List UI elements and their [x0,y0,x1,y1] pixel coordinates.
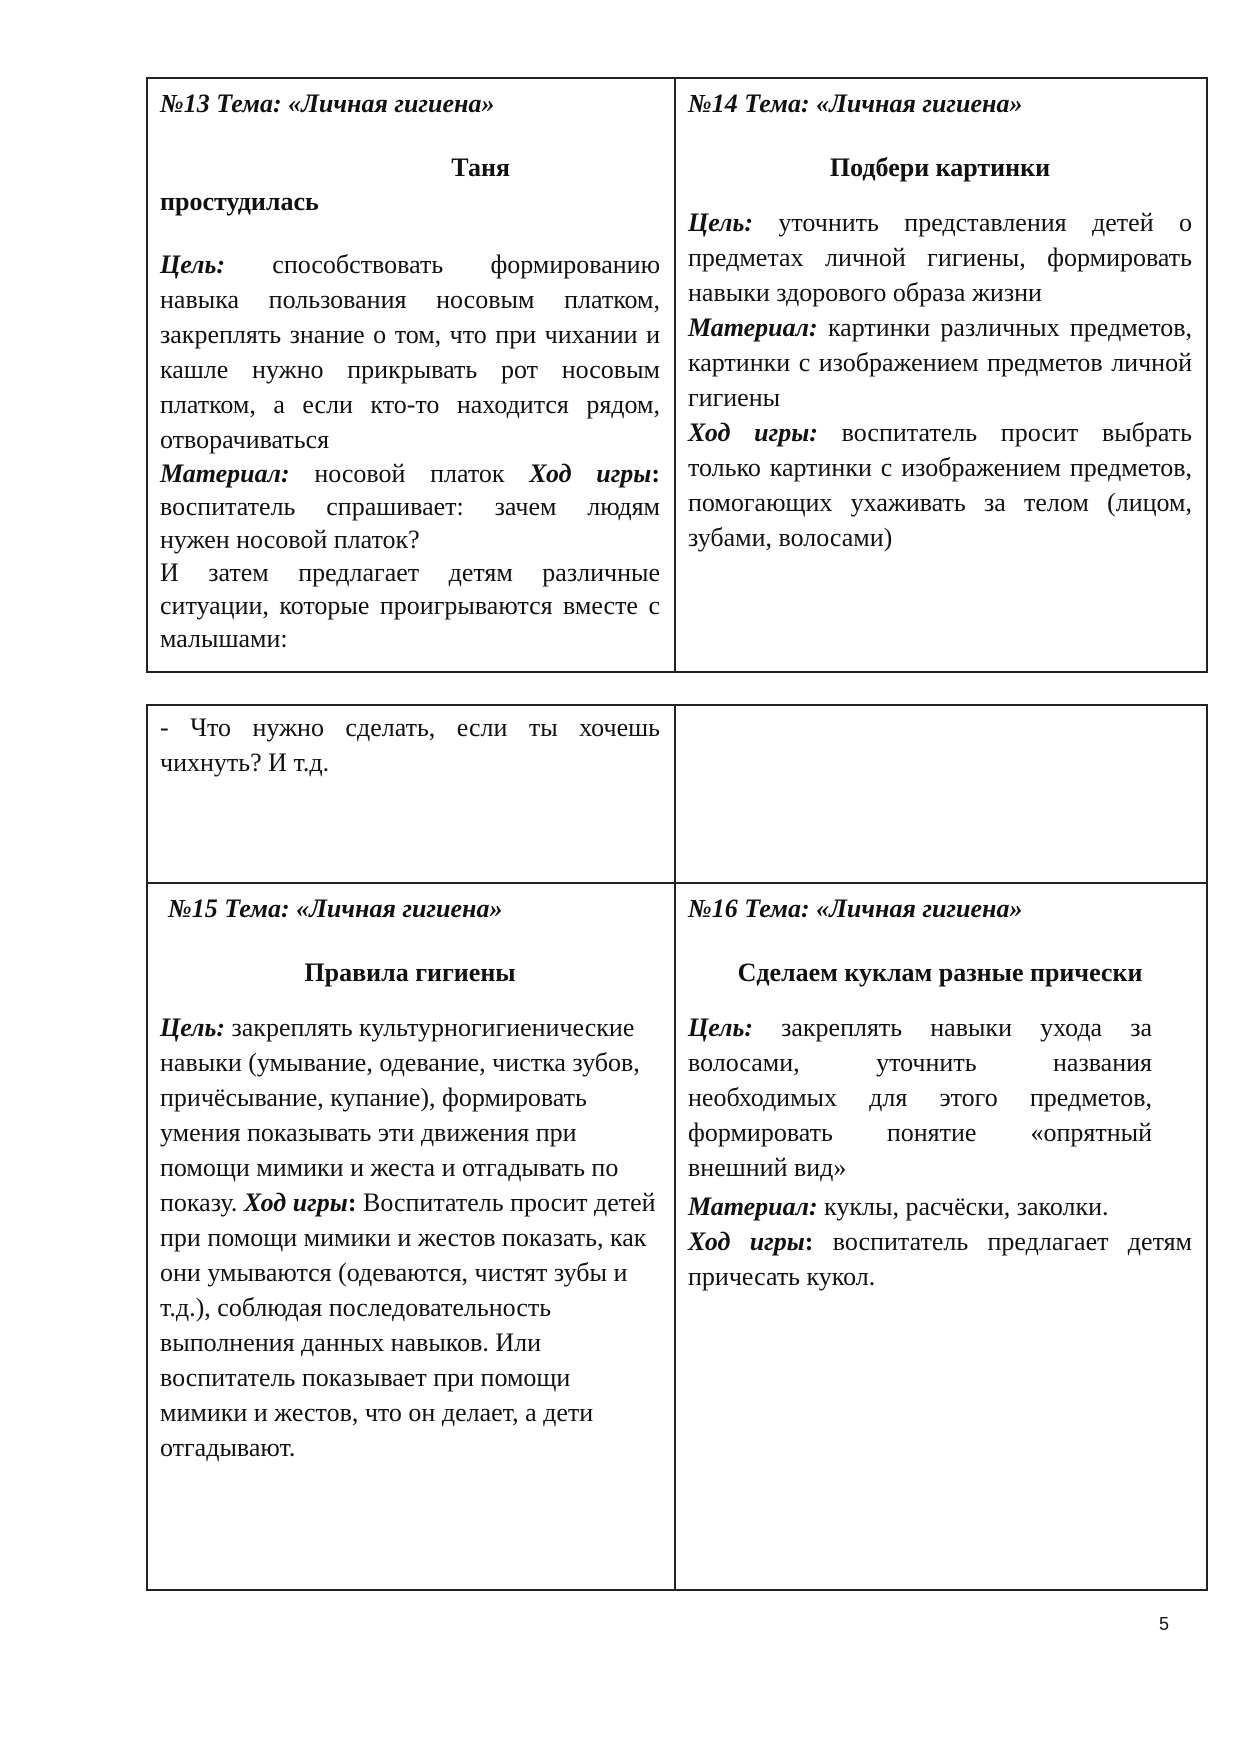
game-cards-table-2 [146,704,1208,1591]
card-15-body [160,1010,660,1465]
card-13-goal [160,247,660,457]
goal-text: способствовать формированию навыка пользования носовым платком, закреплять знание о том, что при чихании и кашле нужно прикрывать рот носовым платком, а если кто-то находится рядом, отворачиваться [160,250,660,454]
card-16-title: Сделаем куклам разные прически [737,958,1143,987]
goal-label: Цель: [688,1013,753,1042]
card-15-title: Правила гигиены [304,958,516,987]
card-15 [147,883,675,1590]
material-label: Материал: [688,313,818,342]
goal-label: Цель: [688,208,753,237]
game-colon: : [651,459,661,488]
game-text: Воспитатель просит детей при помощи мимики и жестов показать, как они умываются (одеваются, чистят зубы и т.д.), соблюдая последовательность выполнения данных навыков. Или воспитатель показывает при помощи мимики и жестов, что он делает, а дети отгадывают. [160,1188,656,1462]
card-13-game-text-2: И затем предлагает детям различные ситуации, которые проигрываются вместе с малышами: [160,558,660,653]
card-14-material [688,310,1192,415]
game-text: воспитатель спрашивает: зачем людям нужен носовой платок? [160,492,660,554]
goal-text: уточнить представления детей о предметах личной гигиены, формировать навыки здорового образа жизни [688,208,1193,307]
material-text: куклы, расчёски, заколки. [824,1192,1109,1221]
game-label: Ход игры [243,1188,348,1217]
goal-text: закреплять навыки ухода за волосами, уточнить названия необходимых для этого предметов, формировать понятие «опрятный внешний вид» [688,1013,1152,1182]
game-label: Ход игры: [688,418,818,447]
goal-label: Цель: [160,1013,225,1042]
page-number: 5 [1159,1614,1170,1634]
game-cards-table-1 [146,77,1208,673]
card-16-game [688,1224,1192,1294]
material-label: Материал: [688,1192,818,1221]
card-14 [675,78,1207,672]
game-label: Ход игры [688,1227,805,1256]
material-text: картинки различных предметов, картинки с изображением предметов личной гигиены [688,313,1192,412]
card-14-title: Подбери картинки [829,153,1051,182]
game-colon: : [347,1188,357,1217]
material-text: носовой платок [314,459,505,488]
goal-label: Цель: [160,250,225,279]
game-label: Ход игры [529,459,652,488]
card-14-goal [688,205,1192,310]
card-13 [147,78,675,672]
card-16-material [688,1189,1192,1224]
card-13-title-tail: простудилась [160,187,319,216]
card-16-goal [688,1010,1192,1185]
card-13-continuation: - Что нужно сделать, если ты хочешь чихнуть? И т.д. [160,713,660,777]
card-16 [675,883,1207,1590]
card-13-header: №13 Тема: «Личная гигиена» [160,89,495,118]
game-colon: : [804,1227,814,1256]
game-text: воспитатель просит выбрать только картинки с изображением предметов, помогающих ухаживать за телом (лицом, зубами, волосами) [688,418,1192,552]
game-text: воспитатель предлагает детям причесать кукол. [688,1227,1192,1291]
goal-text: закреплять культурногигиенические навыки (умывание, одевание, чистка зубов, причёсывание, купание), формировать умения показывать эти движения при помощи мимики и жеста и отгадывать по показу. [160,1013,640,1217]
card-14-header: №14 Тема: «Личная гигиена» [688,89,1023,118]
empty-cell [675,705,1207,883]
card-13-continuation-cell [147,705,675,883]
card-13-material-game [160,457,660,556]
card-16-header: №16 Тема: «Личная гигиена» [688,894,1023,923]
card-13-title: Таня [451,153,510,182]
material-label: Материал: [160,459,290,488]
card-15-header: №15 Тема: «Личная гигиена» [168,894,503,923]
card-14-game [688,415,1192,555]
